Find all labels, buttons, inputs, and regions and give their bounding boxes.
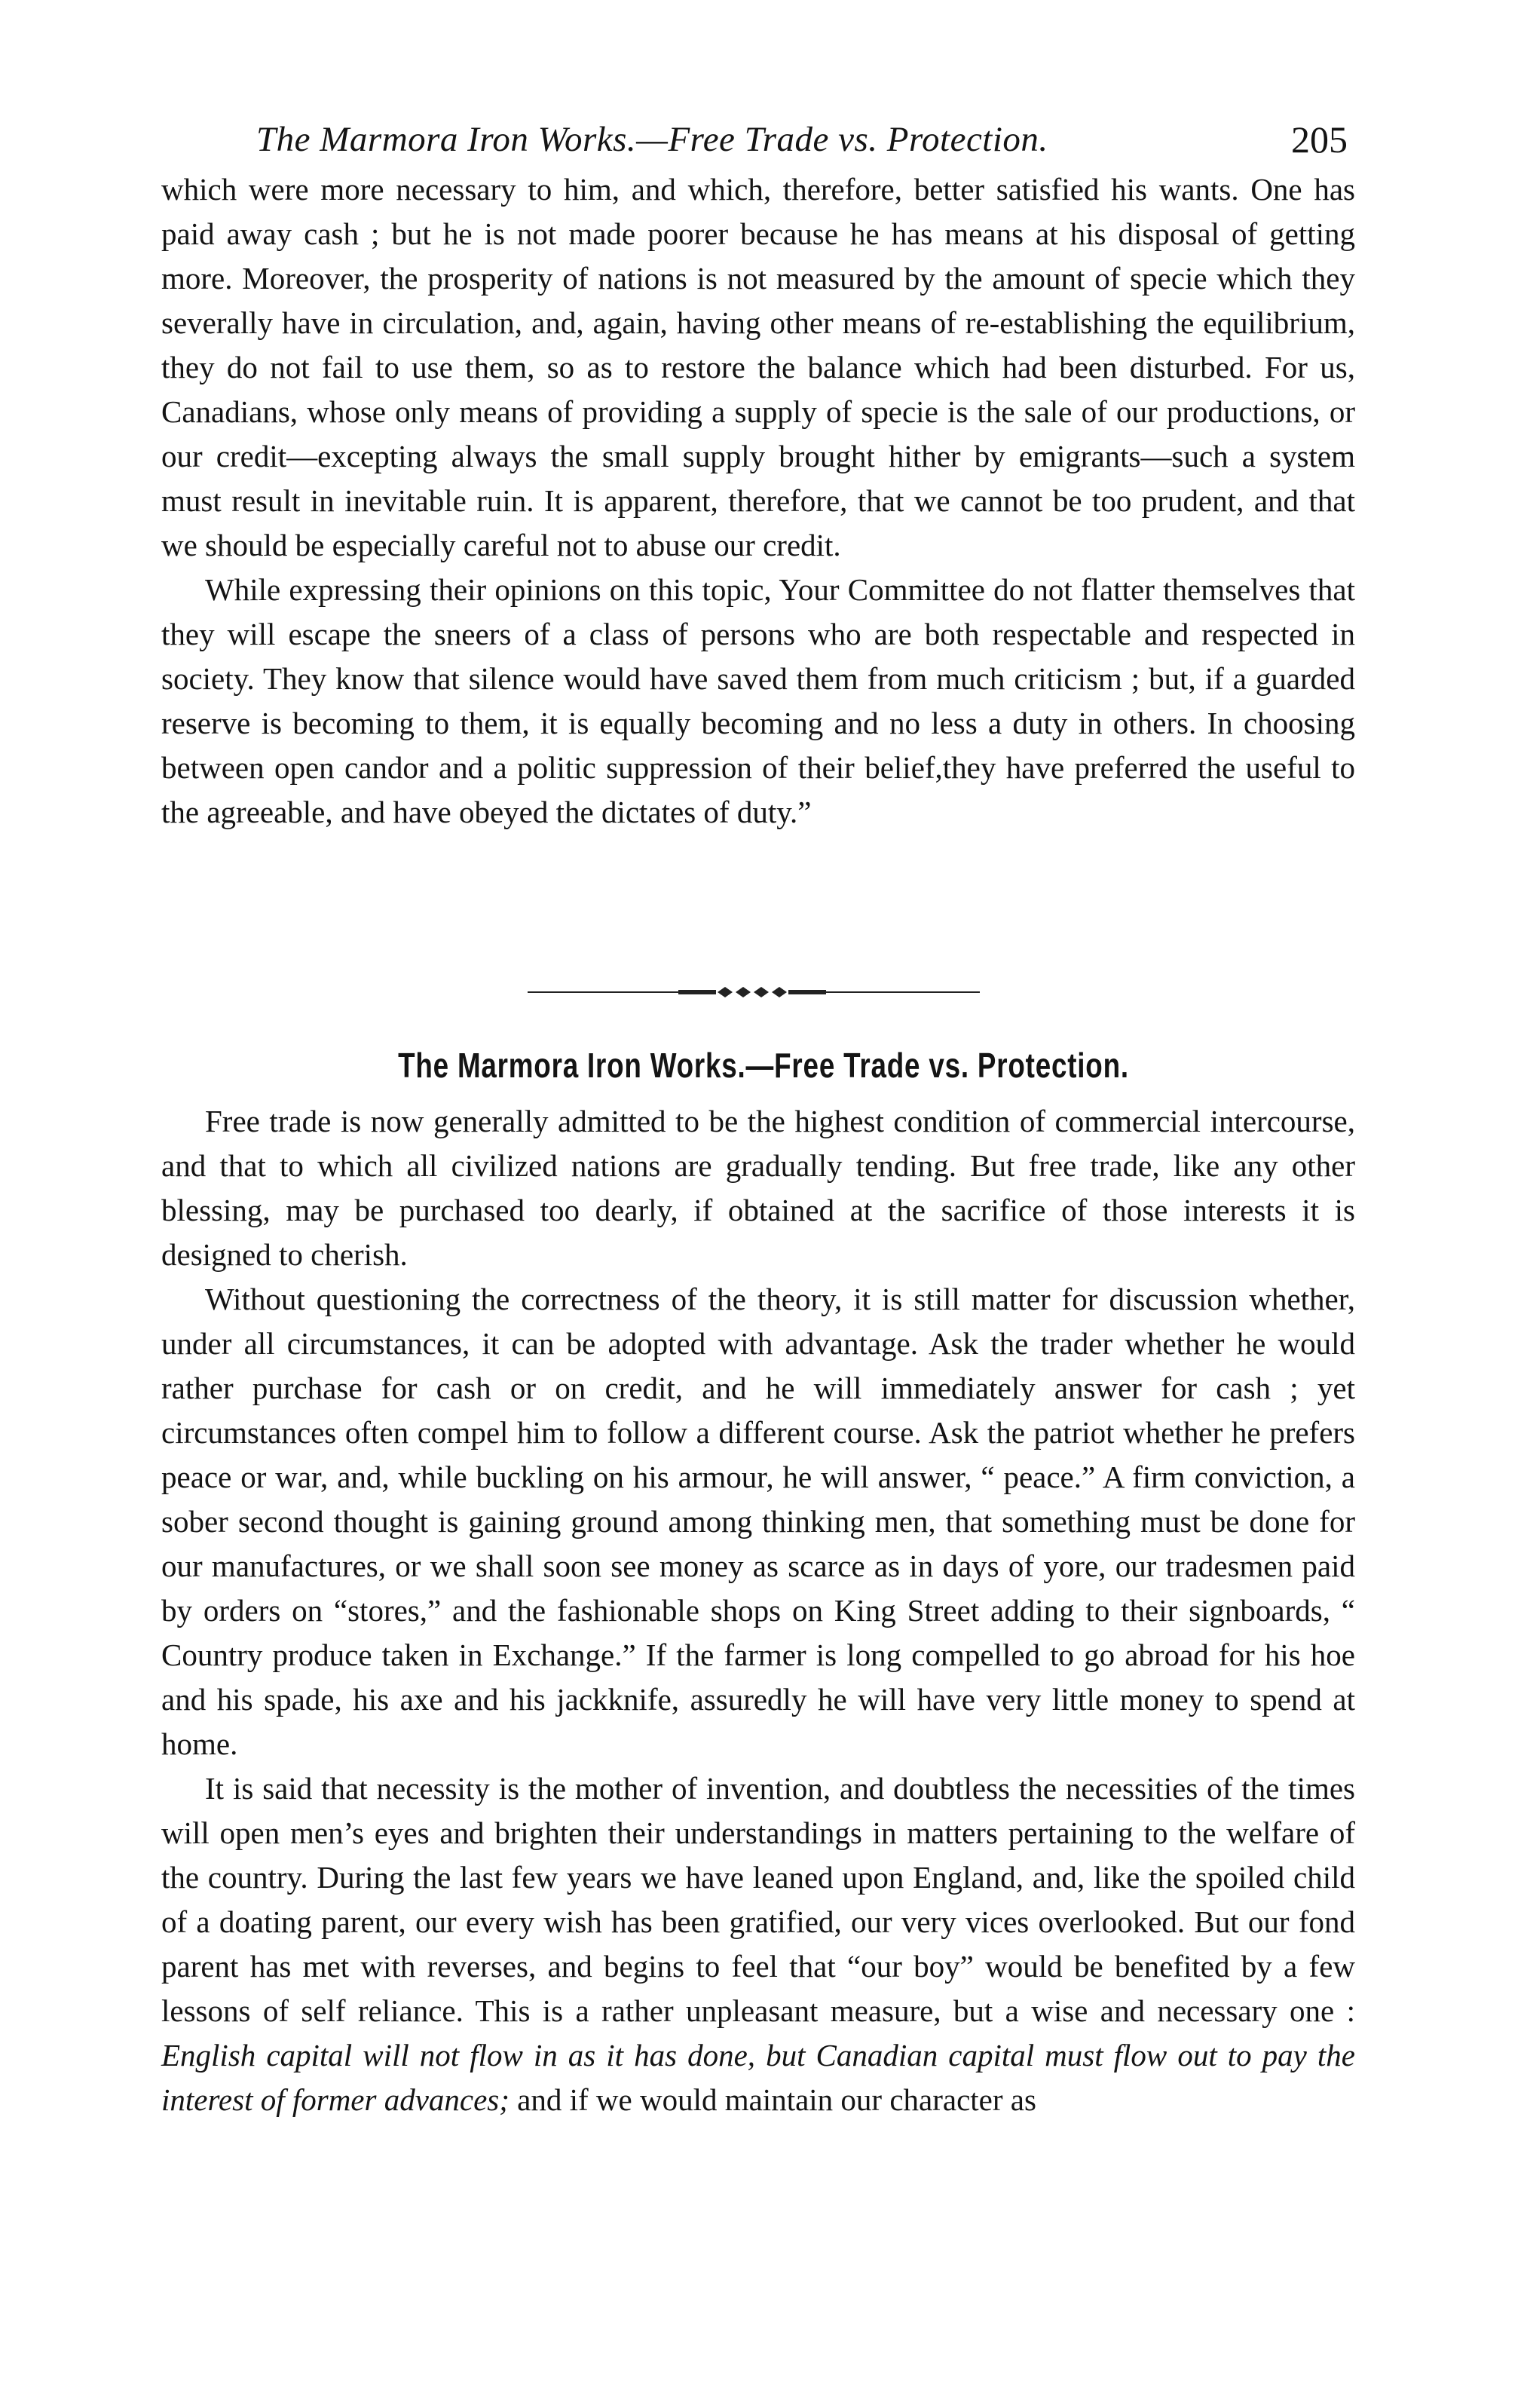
paragraph-text: and if we would maintain our character as [517, 2082, 1036, 2117]
paragraph: which were more necessary to him, and which, therefore, better satisfied his wants. One has paid away cash ; but he is not made poorer because he has means at his disposal of getting more. Moreover, the prosperity of nations is not measured by the amount of specie which they severally have in circulation, and, again, having other means of re-establishing the equilibrium, they do not fail to use them, so as to restore the balance which had been disturbed. For us, Canadians, whose only means of providing a supply of specie is the sale of our productions, or our credit—excepting always the small supply brought hither by emigrants—such a system must result in inevitable ruin. It is apparent, therefore, that we cannot be too prudent, and that we should be especially careful not to abuse our credit. [161, 172, 1355, 562]
previous-article-text [161, 167, 1355, 835]
article-body [161, 1099, 1355, 2122]
section-divider-ornament [528, 977, 980, 1007]
paragraph [161, 1766, 1355, 2122]
paragraph: Free trade is now generally admitted to be the highest condition of commercial intercourse, and that to which all civilized nations are gradually tending. But free trade, like any other blessing, may be purchased too dearly, if obtained at the sacrifice of those interests it is designed to cherish. [161, 1104, 1355, 1272]
paragraph: Without questioning the correctness of the theory, it is still matter for discussion whether, under all circumstances, it can be adopted with advantage. Ask the trader whether he would rather purchase for cash or on credit, and he will immediately answer for cash ; yet circumstances often compel him to follow a different course. Ask the patriot whether he prefers peace or war, and, while buckling on his armour, he will answer, “ peace.” A firm conviction, a sober second thought is gaining ground among thinking men, that something must be done for our manufactures, or we shall soon see money as scarce as in days of yore, our tradesmen paid by orders on “stores,” and the fashionable shops on King Street adding to their signboards, “ Country produce taken in Exchange.” If the farmer is long compelled to go abroad for his hoe and his spade, his axe and his jackknife, assuredly he will have very little money to spend at home. [161, 1282, 1355, 1761]
italic-emphasis: English capital will not flow in as it has done, but Canadian capital must flow out to pay the interest of former advances; [161, 2038, 1355, 2117]
paragraph: While expressing their opinions on this topic, Your Committee do not flatter themselves that they will escape the sneers of a class of persons who are both respectable and respected in society. They know that silence would have saved them from much criticism ; but, if a guarded reserve is becoming to them, it is equally becoming and no less a duty in others. In choosing between open candor and a politic suppression of their belief,they have preferred the useful to the agreeable, and have obeyed the dictates of duty.” [161, 572, 1355, 829]
running-title: The Marmora Iron Works.—Free Trade vs. Protection. [256, 120, 1048, 159]
paragraph-text: It is said that necessity is the mother of invention, and doubtless the necessities of the times will open men’s eyes and brighten their understandings in matters pertaining to the welfare of the country. During the last few years we have leaned upon England, and, like the spoiled child of a doating parent, our every wish has been gratified, our very vices overlooked. But our fond parent has met with reverses, and begins to feel that “our boy” would be benefited by a few lessons of self reliance. This is a rather unpleasant measure, but a wise and necessary one : [161, 1771, 1355, 2028]
article-title: The Marmora Iron Works.—Free Trade vs. Protection. [398, 1046, 1129, 1085]
page-number: 205 [1291, 118, 1348, 161]
